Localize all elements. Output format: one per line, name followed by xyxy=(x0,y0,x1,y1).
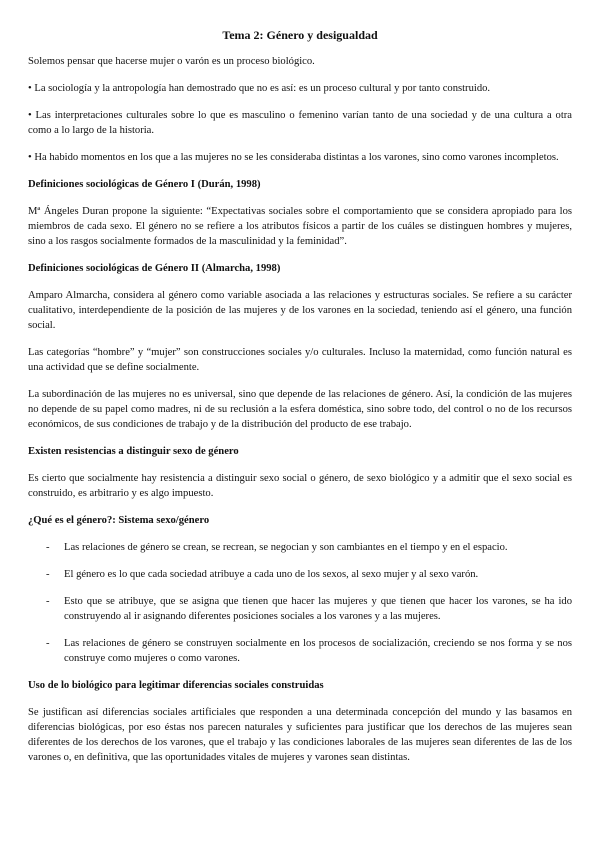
almarcha-paragraph-1: Amparo Almarcha, considera al género como variable asociada a las relaciones y estructuras sociales. Se refiere a su carácter cualitativo, interdependiente de la posición de las mujeres y de los varones en la sociedad, teniendo así el género, una función social. xyxy=(28,290,572,331)
dash-marker: - xyxy=(46,542,50,553)
section-heading-uso-biologico: Uso de lo biológico para legitimar diferencias sociales construidas xyxy=(28,680,324,691)
dash-marker: - xyxy=(46,596,50,607)
list-item-text: Las relaciones de género se crean, se recrean, se negocian y son cambiantes en el tiempo y en el espacio. xyxy=(64,542,508,553)
intro-paragraph: Solemos pensar que hacerse mujer o varón es un proceso biológico. xyxy=(28,56,315,67)
document-title: Tema 2: Género y desigualdad xyxy=(222,28,378,42)
list-item xyxy=(28,594,572,624)
bullet-paragraph-3: • Ha habido momentos en los que a las mujeres no se les consideraba distintas a los varones, sino como varones incompletos. xyxy=(28,152,559,163)
bullet-paragraph-1: • La sociología y la antropología han demostrado que no es así: es un proceso cultural y por tanto construido. xyxy=(28,83,491,94)
list-item xyxy=(28,567,572,582)
bullet-paragraph-2: • Las interpretaciones culturales sobre lo que es masculino o femenino varían tanto de una sociedad y de una cultura a otra como a lo largo de la historia. xyxy=(28,110,572,136)
resistencias-paragraph: Es cierto que socialmente hay resistencia a distinguir sexo social o género, de sexo biológico y a admitir que el sexo social es construido, es arbitrario y es algo impuesto. xyxy=(28,473,572,499)
duran-definition: Mª Ángeles Duran propone la siguiente: “Expectativas sociales sobre el comportamiento que se considera apropiado para los miembros de cada sexo. El género no se refiere a los atributos físicos a partir de los cuáles se distinguen hombres y mujeres, sino a los rasgos socialmente formados de la masculinidad y la feminidad”. xyxy=(28,206,572,247)
almarcha-paragraph-2: Las categorías “hombre” y “mujer” son construcciones sociales y/o culturales. Incluso la maternidad, como función natural es una actividad que se define socialmente. xyxy=(28,347,572,373)
list-item-text: Esto que se atribuye, que se asigna que tienen que hacer las mujeres y que tienen que hacer los varones, se ha ido construyendo al ir asignando diferentes posiciones sociales a los varones y a las mujeres. xyxy=(64,596,572,622)
list-item xyxy=(28,540,572,555)
dash-marker: - xyxy=(46,638,50,649)
list-item-text: El género es lo que cada sociedad atribuye a cada uno de los sexos, al sexo mujer y al sexo varón. xyxy=(64,569,479,580)
section-heading-resistencias: Existen resistencias a distinguir sexo de género xyxy=(28,446,239,457)
list-item-text: Las relaciones de género se construyen socialmente en los procesos de socialización, creciendo se nos forma y se nos construye como mujeres o como varones. xyxy=(64,638,572,664)
dash-marker: - xyxy=(46,569,50,580)
sistema-list xyxy=(28,540,572,666)
section-heading-sistema-sexo-genero: ¿Qué es el género?: Sistema sexo/género xyxy=(28,515,210,526)
section-heading-duran: Definiciones sociológicas de Género I (Durán, 1998) xyxy=(28,179,261,190)
uso-biologico-paragraph: Se justifican así diferencias sociales artificiales que responden a una determinada concepción del mundo y las basamos en diferencias biológicas, por eso éstas nos parecen naturales y suficientes para justificar que los derechos de las mujeres sean diferentes de los derechos de los varones, que el trabajo y las condiciones laborales de las mujeres sean diferentes de las de los varones o, en definitiva, que las oportunidades vitales de mujeres y varones sean distintas. xyxy=(28,707,572,763)
list-item xyxy=(28,636,572,666)
almarcha-paragraph-3: La subordinación de las mujeres no es universal, sino que depende de las relaciones de género. Así, la condición de las mujeres no depende de su papel como madres, ni de su reclusión a la esfera doméstica, sino sobre todo, del control o no de los recursos económicos, de sus condiciones de trabajo y de la distribución del producto de ese trabajo. xyxy=(28,389,572,430)
section-heading-almarcha: Definiciones sociológicas de Género II (Almarcha, 1998) xyxy=(28,263,281,274)
